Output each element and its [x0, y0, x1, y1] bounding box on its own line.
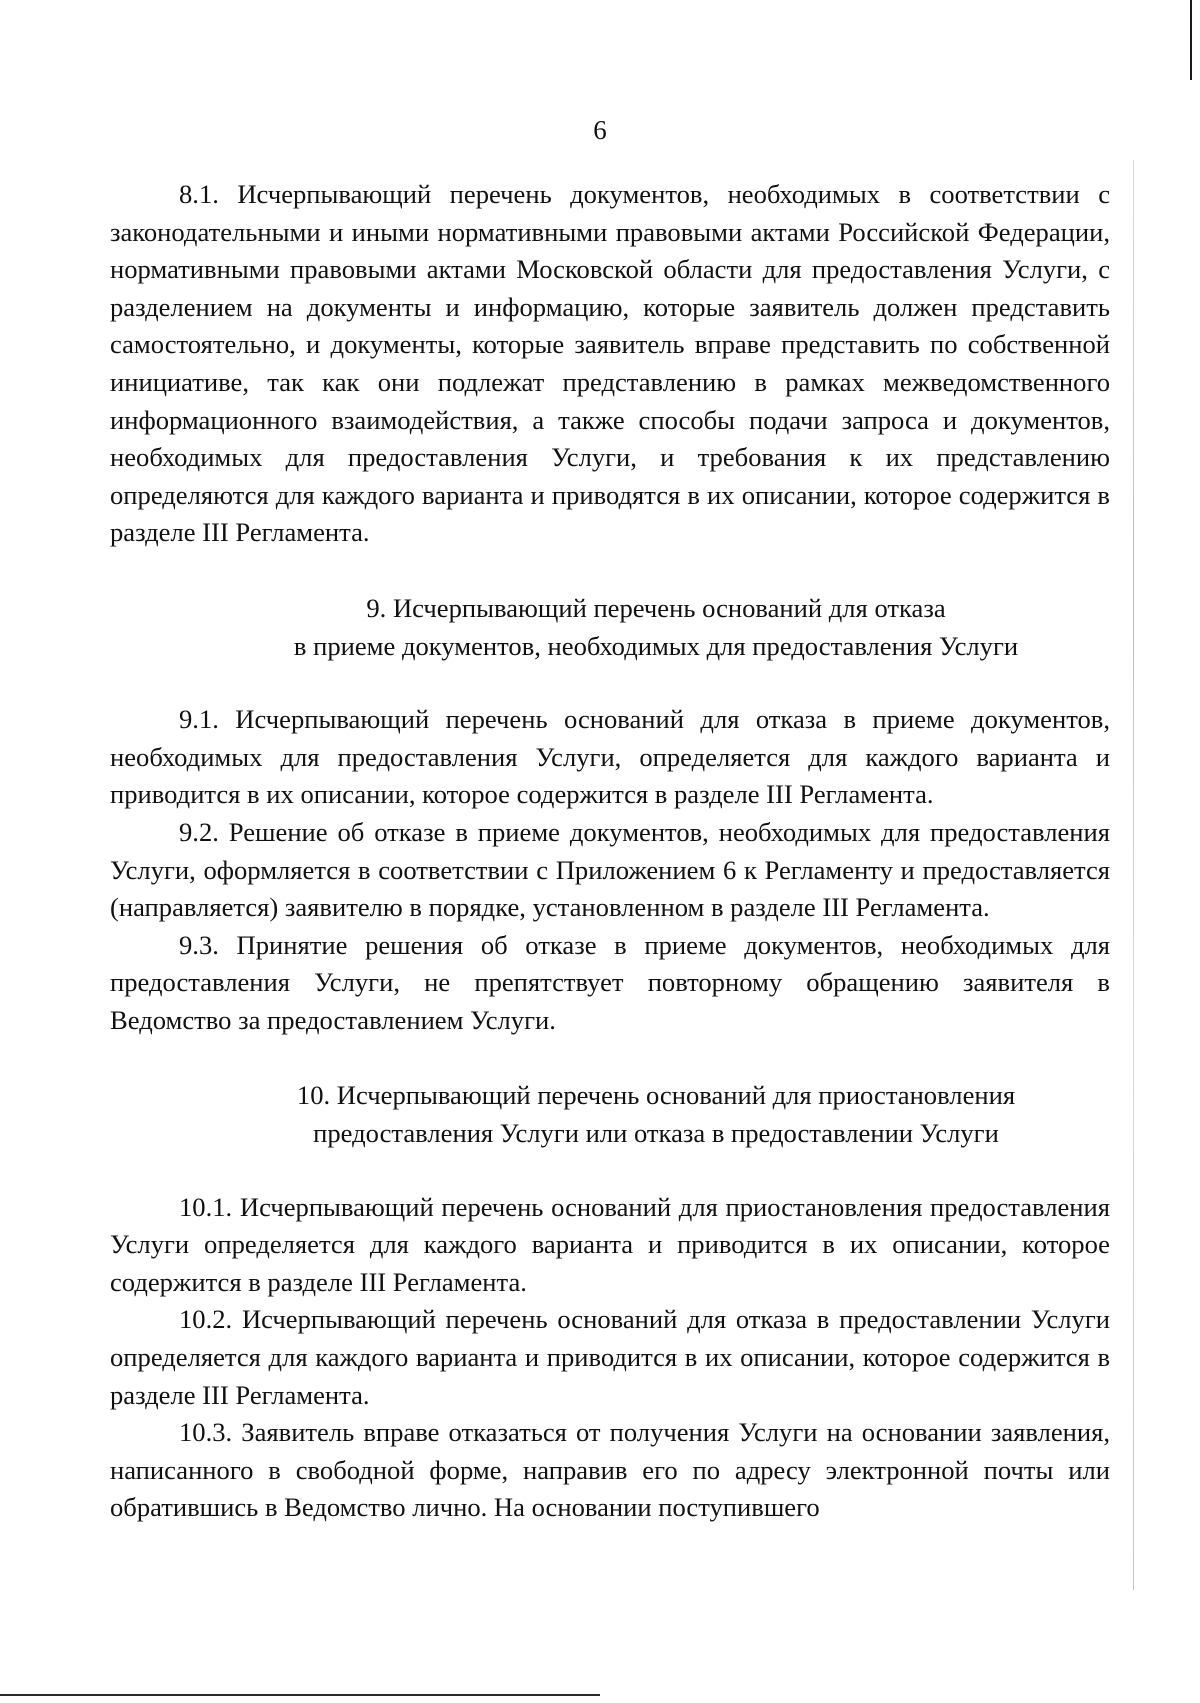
section-9-heading-line-1: 9. Исчерпывающий перечень оснований для отказа	[366, 592, 946, 623]
paragraph-10-3: 10.3. Заявитель вправе отказаться от получения Услуги на основании заявления, написанного в свободной форме, направив его по адресу электронной почты или обратившись в Ведомство лично. На основании поступившего	[110, 1417, 1110, 1523]
section-9-heading	[110, 590, 1110, 665]
document-body	[110, 176, 1110, 1527]
paragraph-9-1: 9.1. Исчерпывающий перечень оснований для отказа в приеме документов, необходимых для предоставления Услуги, определяется для каждого варианта и приводится в их описании, которое содержится в разделе III Регламента.	[110, 704, 1110, 810]
paragraph-9-2: 9.2. Решение об отказе в приеме документов, необходимых для предоставления Услуги, оформляется в соответствии с Приложением 6 к Регламенту и предоставляется (направляется) заявителю в порядке, установленном в разделе III Регламента.	[110, 816, 1110, 923]
page-number: 6	[593, 115, 607, 145]
scan-bottom-edge	[0, 1694, 600, 1696]
scan-edge-line	[1133, 160, 1134, 1590]
paragraph-10-2: 10.2. Исчерпывающий перечень оснований для отказа в предоставлении Услуги определяется для каждого варианта и приводится в их описании, которое содержится в разделе III Регламента.	[110, 1304, 1110, 1410]
section-10-heading	[110, 1077, 1110, 1152]
section-10-heading-line-1: 10. Исчерпывающий перечень оснований для приостановления	[296, 1080, 1016, 1111]
scan-corner-mark	[1190, 0, 1192, 80]
paragraph-8-1: 8.1. Исчерпывающий перечень документов, необходимых в соответствии с законодательными и иными нормативными правовыми актами Российской Федерации, нормативными правовыми актами Московской области для предоставления Услуги, с разделением на документы и информацию, которые заявитель должен представить самостоятельно, и документы, которые заявитель вправе представить по собственной инициативе, так как они подлежат представлению в рамках межведомственного информационного взаимодействия, а также способы подачи запроса и документов, необходимых для предоставления Услуги, и требования к их представлению определяются для каждого варианта и приводятся в их описании, которое содержится в разделе III Регламента.	[110, 179, 1110, 548]
paragraph-10-1: 10.1. Исчерпывающий перечень оснований для приостановления предоставления Услуги определяется для каждого варианта и приводится в их описании, которое содержится в разделе III Регламента.	[110, 1191, 1110, 1297]
section-10-heading-line-2: предоставления Услуги или отказа в предоставлении Услуги	[313, 1118, 999, 1149]
paragraph-9-3: 9.3. Принятие решения об отказе в приеме документов, необходимых для предоставления Услуги, не препятствует повторному обращению заявителя в Ведомство за предоставлением Услуги.	[110, 929, 1110, 1035]
section-9-heading-line-2: в приеме документов, необходимых для предоставления Услуги	[293, 630, 1019, 661]
